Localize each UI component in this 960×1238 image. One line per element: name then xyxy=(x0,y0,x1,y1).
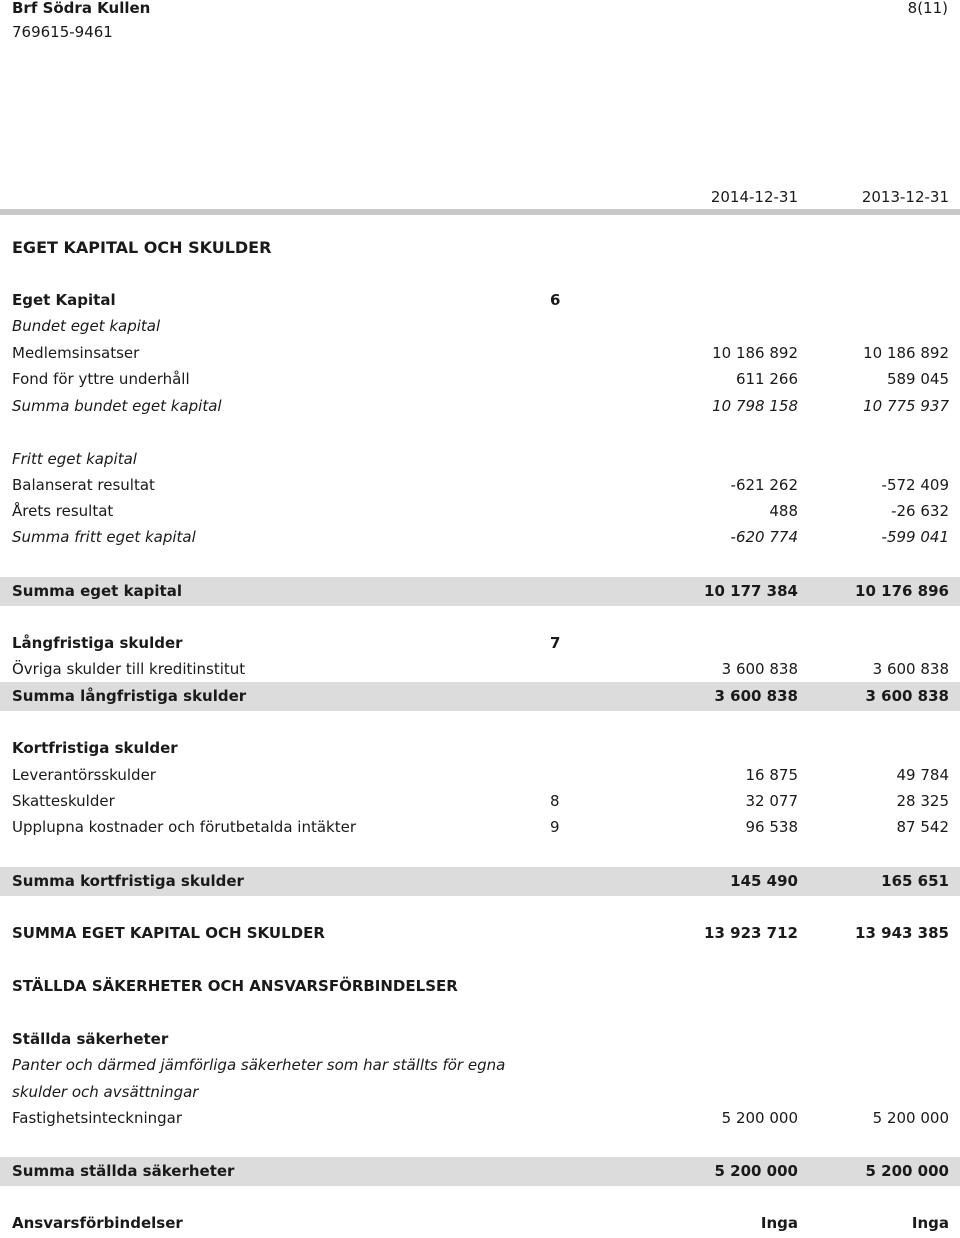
table-row-skatteskulder xyxy=(0,789,960,815)
value-2013: 10 176 896 xyxy=(855,582,949,600)
organization-number: 769615-9461 xyxy=(12,23,113,41)
value-2014: -620 774 xyxy=(730,528,798,546)
row-label: Balanserat resultat xyxy=(12,476,155,494)
table-row-stallda-sakerheter xyxy=(0,1027,960,1053)
table-row-langfristiga-skulder xyxy=(0,631,960,657)
value-2013: 87 542 xyxy=(896,818,949,836)
table-row-summa-eget-kapital-och-skulder xyxy=(0,921,960,947)
table-row-fond-yttre-underhall xyxy=(0,367,960,393)
value-2014: 32 077 xyxy=(745,792,798,810)
value-2013: 3 600 838 xyxy=(865,687,949,705)
value-2013: 13 943 385 xyxy=(855,924,949,942)
row-label: Summa bundet eget kapital xyxy=(12,397,222,415)
row-label: Ställda säkerheter xyxy=(12,1030,169,1048)
row-label: Skatteskulder xyxy=(12,792,115,810)
table-row-upplupna-kostnader xyxy=(0,815,960,841)
table-row-panter-line1 xyxy=(0,1053,960,1079)
value-2014: 10 177 384 xyxy=(704,582,798,600)
note-reference: 7 xyxy=(550,634,561,652)
table-row-ovriga-skulder-kreditinstitut xyxy=(0,657,960,683)
table-row-summa-stallda-sakerheter xyxy=(0,1157,960,1186)
row-label: Eget Kapital xyxy=(12,291,116,309)
note-reference: 8 xyxy=(550,792,560,810)
row-label: Övriga skulder till kreditinstitut xyxy=(12,660,246,678)
table-row-summa-kortfristiga-skulder xyxy=(0,867,960,896)
value-2013: 10 186 892 xyxy=(863,344,949,362)
table-row-panter-line2 xyxy=(0,1080,960,1106)
table-row-balanserat-resultat xyxy=(0,473,960,499)
row-label: Summa långfristiga skulder xyxy=(12,687,247,705)
row-label: Årets resultat xyxy=(12,502,114,520)
row-label: Summa eget kapital xyxy=(12,582,182,600)
row-label: Fritt eget kapital xyxy=(12,450,137,468)
table-row-fastighetsinteckningar xyxy=(0,1106,960,1132)
row-label: Summa fritt eget kapital xyxy=(12,528,196,546)
value-2013: 10 775 937 xyxy=(863,397,949,415)
table-row-bundet-eget-kapital xyxy=(0,314,960,340)
value-2014: Inga xyxy=(760,1214,798,1232)
value-2013: 49 784 xyxy=(896,766,949,784)
header-divider xyxy=(0,209,960,215)
row-label: Långfristiga skulder xyxy=(12,634,183,652)
table-row-summa-langfristiga-skulder xyxy=(0,682,960,711)
table-row-summa-eget-kapital xyxy=(0,577,960,606)
row-label: Medlemsinsatser xyxy=(12,344,140,362)
organization-name: Brf Södra Kullen xyxy=(12,0,151,17)
table-row-summa-bundet-eget-kapital xyxy=(0,394,960,420)
value-2014: 145 490 xyxy=(730,872,798,890)
value-2014: 611 266 xyxy=(735,370,798,388)
value-2014: 3 600 838 xyxy=(721,660,798,678)
section-title: EGET KAPITAL OCH SKULDER xyxy=(12,238,272,257)
row-label: Ansvarsförbindelser xyxy=(12,1214,183,1232)
table-row-medlemsinsatser xyxy=(0,341,960,367)
table-row-fritt-eget-kapital xyxy=(0,447,960,473)
page-number: 8(11) xyxy=(907,0,948,17)
value-2014: -621 262 xyxy=(730,476,798,494)
table-row-leverantorsskulder xyxy=(0,763,960,789)
value-2014: 488 xyxy=(769,502,798,520)
row-label: Panter och därmed jämförliga säkerheter som har ställts för egna xyxy=(12,1056,506,1074)
row-label: Fond för yttre underhåll xyxy=(12,370,190,388)
value-2014: 10 798 158 xyxy=(712,397,798,415)
row-label: Summa ställda säkerheter xyxy=(12,1162,235,1180)
row-label: Summa kortfristiga skulder xyxy=(12,872,244,890)
row-label: Fastighetsinteckningar xyxy=(12,1109,183,1127)
value-2013: 5 200 000 xyxy=(865,1162,949,1180)
table-row-stallda-sakerheter-heading xyxy=(0,974,960,1000)
table-row-summa-fritt-eget-kapital xyxy=(0,525,960,551)
value-2013: 5 200 000 xyxy=(872,1109,949,1127)
value-2014: 10 186 892 xyxy=(712,344,798,362)
value-2013: -599 041 xyxy=(881,528,949,546)
value-2014: 5 200 000 xyxy=(721,1109,798,1127)
table-row-arets-resultat xyxy=(0,499,960,525)
value-2013: -572 409 xyxy=(881,476,949,494)
row-label: Kortfristiga skulder xyxy=(12,739,178,757)
row-label: Bundet eget kapital xyxy=(12,317,161,335)
column-header-2014: 2014-12-31 xyxy=(710,188,798,206)
value-2013: -26 632 xyxy=(891,502,949,520)
row-label: STÄLLDA SÄKERHETER OCH ANSVARSFÖRBINDELSER xyxy=(12,977,458,995)
note-reference: 9 xyxy=(550,818,560,836)
note-reference: 6 xyxy=(550,291,561,309)
row-label: Leverantörsskulder xyxy=(12,766,156,784)
value-2013: 589 045 xyxy=(886,370,949,388)
row-label: skulder och avsättningar xyxy=(12,1083,199,1101)
row-label: SUMMA EGET KAPITAL OCH SKULDER xyxy=(12,924,325,942)
value-2013: 3 600 838 xyxy=(872,660,949,678)
value-2014: 96 538 xyxy=(745,818,798,836)
table-row-ansvarsforbindelser xyxy=(0,1211,960,1237)
table-row-eget-kapital xyxy=(0,288,960,314)
value-2014: 5 200 000 xyxy=(714,1162,798,1180)
value-2014: 16 875 xyxy=(745,766,798,784)
table-row-kortfristiga-skulder xyxy=(0,736,960,762)
row-label: Upplupna kostnader och förutbetalda intäkter xyxy=(12,818,356,836)
value-2013: Inga xyxy=(911,1214,949,1232)
value-2014: 3 600 838 xyxy=(714,687,798,705)
column-header-2013: 2013-12-31 xyxy=(861,188,949,206)
value-2014: 13 923 712 xyxy=(704,924,798,942)
value-2013: 165 651 xyxy=(881,872,949,890)
value-2013: 28 325 xyxy=(896,792,949,810)
